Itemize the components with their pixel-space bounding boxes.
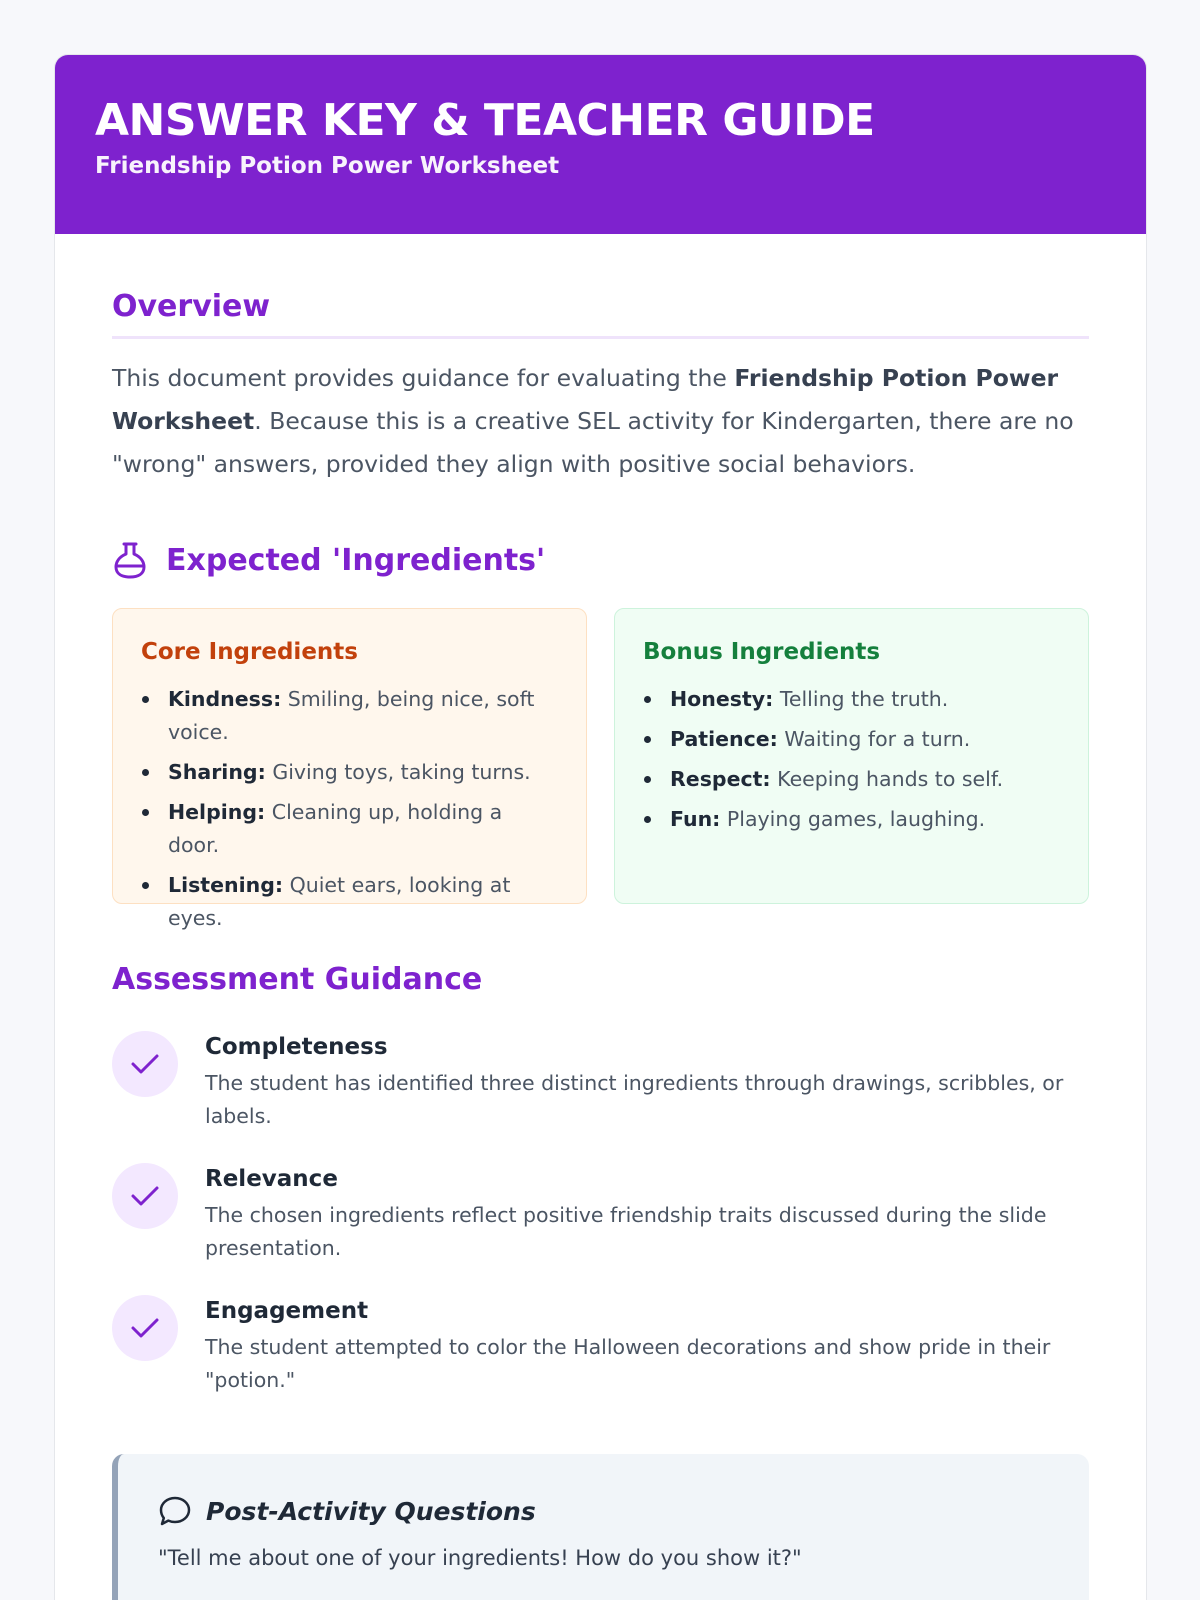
overview-paragraph	[112, 357, 1089, 486]
ingredients-heading-text: Expected 'Ingredients'	[166, 542, 546, 578]
list-item	[141, 796, 558, 862]
check-icon	[112, 1295, 178, 1361]
core-ingredients-title: Core Ingredients	[141, 639, 358, 665]
criterion-relevance	[112, 1163, 1089, 1265]
item-text: Playing games, laughing.	[720, 807, 986, 831]
item-text: Giving toys, taking turns.	[265, 760, 531, 784]
criterion-name: Completeness	[205, 1034, 388, 1060]
item-text: Waiting for a turn.	[777, 727, 971, 751]
overview-text-start: This document provides guidance for evaluating the	[112, 364, 735, 392]
criterion-name: Relevance	[205, 1166, 338, 1192]
bonus-ingredients-list	[643, 683, 1060, 836]
item-label: Honesty:	[670, 687, 774, 711]
item-text: Smiling, being nice, soft voice.	[168, 687, 535, 744]
criterion-description: The chosen ingredients reflect positive friendship traits discussed during the slide presentation.	[205, 1203, 1047, 1260]
ingredients-heading	[112, 540, 1089, 580]
page-subtitle: Friendship Potion Power Worksheet	[95, 153, 560, 179]
post-activity-question: "Tell me about one of your ingredients! How do you show it?"	[158, 1546, 802, 1570]
item-text: Keeping hands to self.	[770, 767, 1004, 791]
item-label: Listening:	[168, 873, 284, 897]
item-label: Kindness:	[168, 687, 282, 711]
list-item	[141, 683, 558, 749]
bonus-ingredients-box	[614, 608, 1089, 904]
check-icon	[112, 1031, 178, 1097]
list-item	[141, 869, 558, 935]
list-item	[643, 723, 1060, 756]
criterion-body	[205, 1163, 1089, 1265]
core-ingredients-list	[141, 683, 558, 935]
overview-text-end: . Because this is a creative SEL activity for Kindergarten, there are no "wrong" answers, provided they align with positive social behaviors.	[112, 407, 1074, 478]
post-activity-box	[112, 1454, 1089, 1600]
item-text: Quiet ears, looking at eyes.	[168, 873, 511, 930]
item-label: Fun:	[670, 807, 721, 831]
criterion-name: Engagement	[205, 1298, 369, 1324]
speech-bubble-icon	[158, 1494, 192, 1528]
criterion-description: The student attempted to color the Halloween decorations and show pride in their "potion."	[205, 1335, 1051, 1392]
overview-worksheet-name: Friendship Potion Power Worksheet	[112, 364, 1059, 435]
bonus-ingredients-title: Bonus Ingredients	[643, 639, 881, 665]
item-label: Sharing:	[168, 760, 266, 784]
page-title: ANSWER KEY & TEACHER GUIDE	[95, 95, 875, 146]
header-banner	[55, 55, 1146, 234]
list-item	[643, 683, 1060, 716]
criterion-body	[205, 1295, 1089, 1397]
item-text: Telling the truth.	[773, 687, 949, 711]
criterion-description: The student has identified three distinct ingredients through drawings, scribbles, or labels.	[205, 1071, 1064, 1128]
main-content	[55, 234, 1146, 1600]
criterion-engagement	[112, 1295, 1089, 1397]
item-label: Respect:	[670, 767, 771, 791]
item-label: Patience:	[670, 727, 778, 751]
item-label: Helping:	[168, 800, 266, 824]
assessment-heading: Assessment Guidance	[112, 962, 483, 997]
document-card	[54, 54, 1147, 1600]
list-item	[643, 803, 1060, 836]
overview-heading: Overview	[112, 289, 1089, 339]
criterion-completeness	[112, 1031, 1089, 1133]
post-activity-heading	[158, 1494, 1049, 1528]
criterion-body	[205, 1031, 1089, 1133]
core-ingredients-box	[112, 608, 587, 930]
ingredients-grid	[112, 608, 1089, 930]
list-item	[141, 756, 558, 789]
list-item	[643, 763, 1060, 796]
item-text: Cleaning up, holding a door.	[168, 800, 503, 857]
post-activity-title: Post-Activity Questions	[206, 1496, 536, 1526]
flask-icon	[112, 540, 148, 580]
check-icon	[112, 1163, 178, 1229]
